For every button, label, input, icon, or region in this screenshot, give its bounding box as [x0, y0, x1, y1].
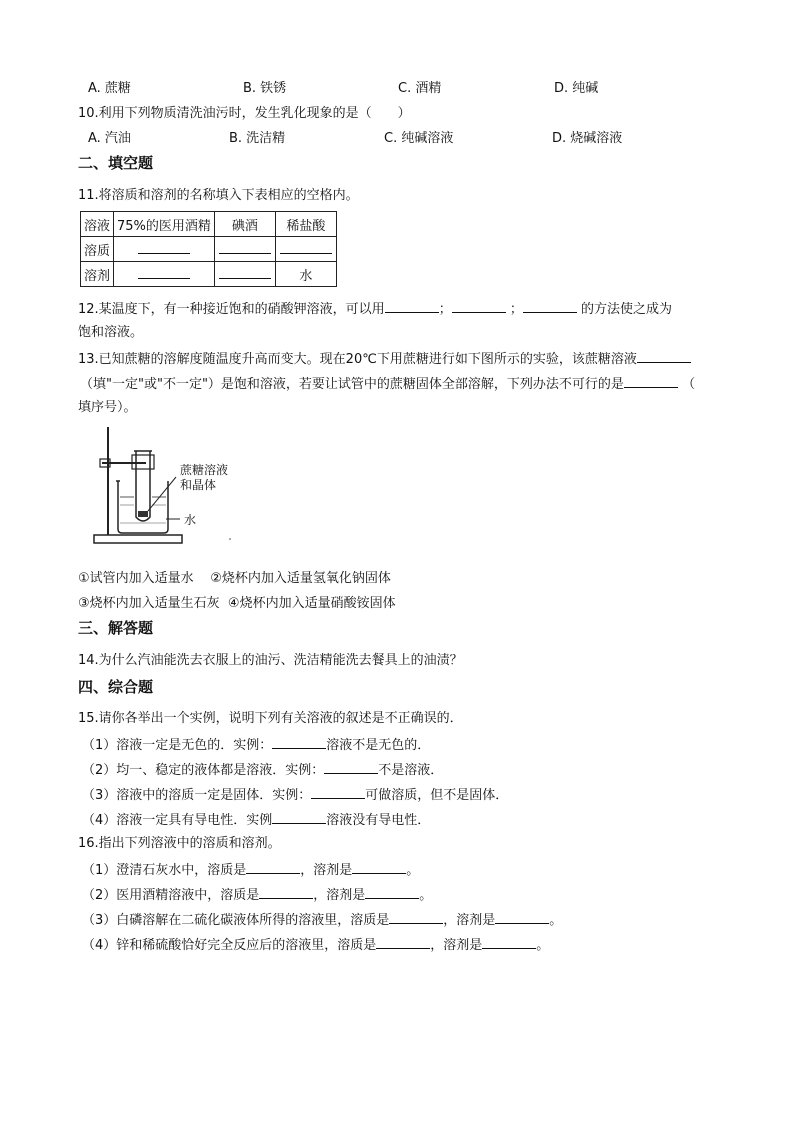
answer-blank[interactable] [452, 299, 506, 313]
q15-item-text: （1）溶液一定是无色的．实例： [82, 738, 273, 753]
answer-blank[interactable] [365, 885, 419, 899]
q13-text: 13.已知蔗糖的溶解度随温度升高而变大。现在20℃下用蔗糖进行如下图所示的实验，该蔗糖溶液 [78, 352, 637, 367]
q10-stem: 10.利用下列物质清洗油污时，发生乳化现象的是（ ） [78, 106, 411, 121]
answer-blank[interactable] [482, 935, 536, 949]
q9-option-b: B. 铁锈 [243, 81, 287, 96]
answer-blank [219, 266, 271, 279]
q16-stem: 16.指出下列溶液中的溶质和溶剂。 [78, 836, 281, 851]
q16-item-4 [82, 935, 549, 955]
q12-line-2: 饱和溶液。 [78, 325, 144, 340]
q13-choices-row-2 [78, 595, 396, 613]
table-header-cell: 碘酒 [214, 212, 275, 237]
answer-blank[interactable] [324, 760, 378, 774]
section-2-heading: 二、填空题 [78, 154, 154, 172]
answer-blank[interactable] [637, 349, 691, 363]
q13-text: （ [682, 377, 696, 392]
table-header-cell: 溶液 [81, 212, 114, 237]
q14-stem: 14.为什么汽油能洗去衣服上的油污、洗洁精能洗去餐具上的油渍？ [78, 653, 463, 668]
answer-blank[interactable] [389, 910, 443, 924]
answer-blank [219, 241, 271, 254]
answer-blank [138, 241, 190, 254]
q15-item-text: 不是溶液． [378, 763, 444, 778]
q16-item-text: ，溶剂是 [430, 938, 483, 953]
q12-text: 的方法使之成为 [581, 302, 673, 317]
q15-item-text: 可做溶质，但不是固体． [365, 788, 509, 803]
q9-option-c: C. 酒精 [398, 81, 442, 96]
table-cell-water: 水 [275, 262, 336, 287]
answer-cell[interactable] [114, 262, 215, 287]
section-3-heading: 三、解答题 [78, 619, 154, 637]
q15-stem: 15.请你各举出一个实例，说明下列有关溶液的叙述是不正确误的． [78, 711, 463, 726]
q9-option-a: A. 蔗糖 [88, 81, 131, 96]
q11-table [80, 211, 337, 287]
q13-choice-4: ④烧杯内加入适量硝酸铵固体 [227, 596, 396, 611]
q16-item-text: 。 [549, 913, 563, 928]
q15-item-4 [82, 810, 430, 830]
q16-item-text: （3）白磷溶解在二硫化碳液体所得的溶液里，溶质是 [82, 913, 390, 928]
q16-item-1 [82, 860, 419, 880]
answer-blank[interactable] [495, 910, 549, 924]
q16-item-text: 。 [419, 888, 433, 903]
q15-item-3 [82, 785, 508, 805]
answer-cell[interactable] [114, 237, 215, 262]
q16-item-text: （1）澄清石灰水中，溶质是 [82, 863, 247, 878]
answer-cell[interactable] [275, 237, 336, 262]
q16-item-text: 。 [536, 938, 550, 953]
q11-stem: 11.将溶质和溶剂的名称填入下表相应的空格内。 [78, 188, 359, 203]
q15-item-text: （4）溶液一定具有导电性．实例 [82, 813, 273, 828]
q15-item-2 [82, 760, 443, 780]
answer-cell[interactable] [214, 262, 275, 287]
q13-line-3: 填序号）。 [78, 400, 137, 415]
answer-blank[interactable] [272, 810, 326, 824]
apparatus-drawing [88, 425, 248, 550]
table-row-label: 溶质 [81, 237, 114, 262]
answer-blank [138, 266, 190, 279]
q16-item-text: ，溶剂是 [300, 863, 353, 878]
experiment-figure [88, 425, 248, 550]
figure-label-solution: 蔗糖溶液 [180, 463, 229, 477]
q13-line-2 [80, 374, 695, 394]
q13-text: （填"一定"或"不一定"）是饱和溶液，若要让试管中的蔗糖固体全部溶解，下列办法不可行的是 [80, 377, 624, 392]
q13-choice-2: ②烧杯内加入适量氢氧化钠固体 [210, 571, 391, 586]
q16-item-text: （2）医用酒精溶液中，溶质是 [82, 888, 260, 903]
figure-label-crystals: 和晶体 [180, 478, 217, 492]
q12-separator: ； [438, 302, 452, 317]
answer-blank[interactable] [272, 735, 326, 749]
q10-option-b: B. 洗洁精 [229, 131, 286, 146]
q13-line-1 [78, 349, 691, 369]
q10-option-c: C. 纯碱溶液 [384, 131, 454, 146]
section-4-heading: 四、综合题 [78, 678, 154, 696]
q9-option-d: D. 纯碱 [554, 81, 599, 96]
q15-item-text: 溶液没有导电性． [326, 813, 431, 828]
q16-item-2 [82, 885, 432, 905]
q16-item-text: ，溶剂是 [443, 913, 496, 928]
q16-item-3 [82, 910, 562, 930]
q12-text: 12.某温度下，有一种接近饱和的硝酸钾溶液，可以用 [78, 302, 385, 317]
figure-label-water: 水 [184, 513, 197, 527]
answer-blank[interactable] [246, 860, 300, 874]
q16-item-text: ，溶剂是 [313, 888, 366, 903]
answer-cell[interactable] [214, 237, 275, 262]
answer-blank[interactable] [311, 785, 365, 799]
q10-option-a: A. 汽油 [88, 131, 131, 146]
q15-item-text: 溶液不是无色的． [326, 738, 431, 753]
answer-blank[interactable] [352, 860, 406, 874]
q12-separator: ； [509, 302, 523, 317]
answer-blank[interactable] [259, 885, 313, 899]
answer-blank[interactable] [523, 299, 577, 313]
answer-blank [280, 241, 332, 254]
table-header-cell: 稀盐酸 [275, 212, 336, 237]
q15-item-1 [82, 735, 430, 755]
table-row-label: 溶剂 [81, 262, 114, 287]
q15-item-text: （3）溶液中的溶质一定是固体．实例： [82, 788, 312, 803]
table-row [81, 212, 337, 237]
q10-option-d: D. 烧碱溶液 [552, 131, 623, 146]
q13-choice-3: ③烧杯内加入适量生石灰 [78, 596, 220, 611]
q16-item-text: 。 [406, 863, 420, 878]
answer-blank[interactable] [624, 374, 678, 388]
table-row [81, 262, 337, 287]
table-header-cell: 75%的医用酒精 [114, 212, 215, 237]
q12-line-1 [78, 299, 672, 319]
q13-choice-1: ①试管内加入适量水 [78, 571, 194, 586]
q15-item-text: （2）均一、稳定的液体都是溶液．实例： [82, 763, 325, 778]
table-row [81, 237, 337, 262]
answer-blank[interactable] [376, 935, 430, 949]
q13-choices-row-1 [78, 570, 391, 588]
answer-blank[interactable] [385, 299, 439, 313]
q16-item-text: （4）锌和稀硫酸恰好完全反应后的溶液里，溶质是 [82, 938, 377, 953]
